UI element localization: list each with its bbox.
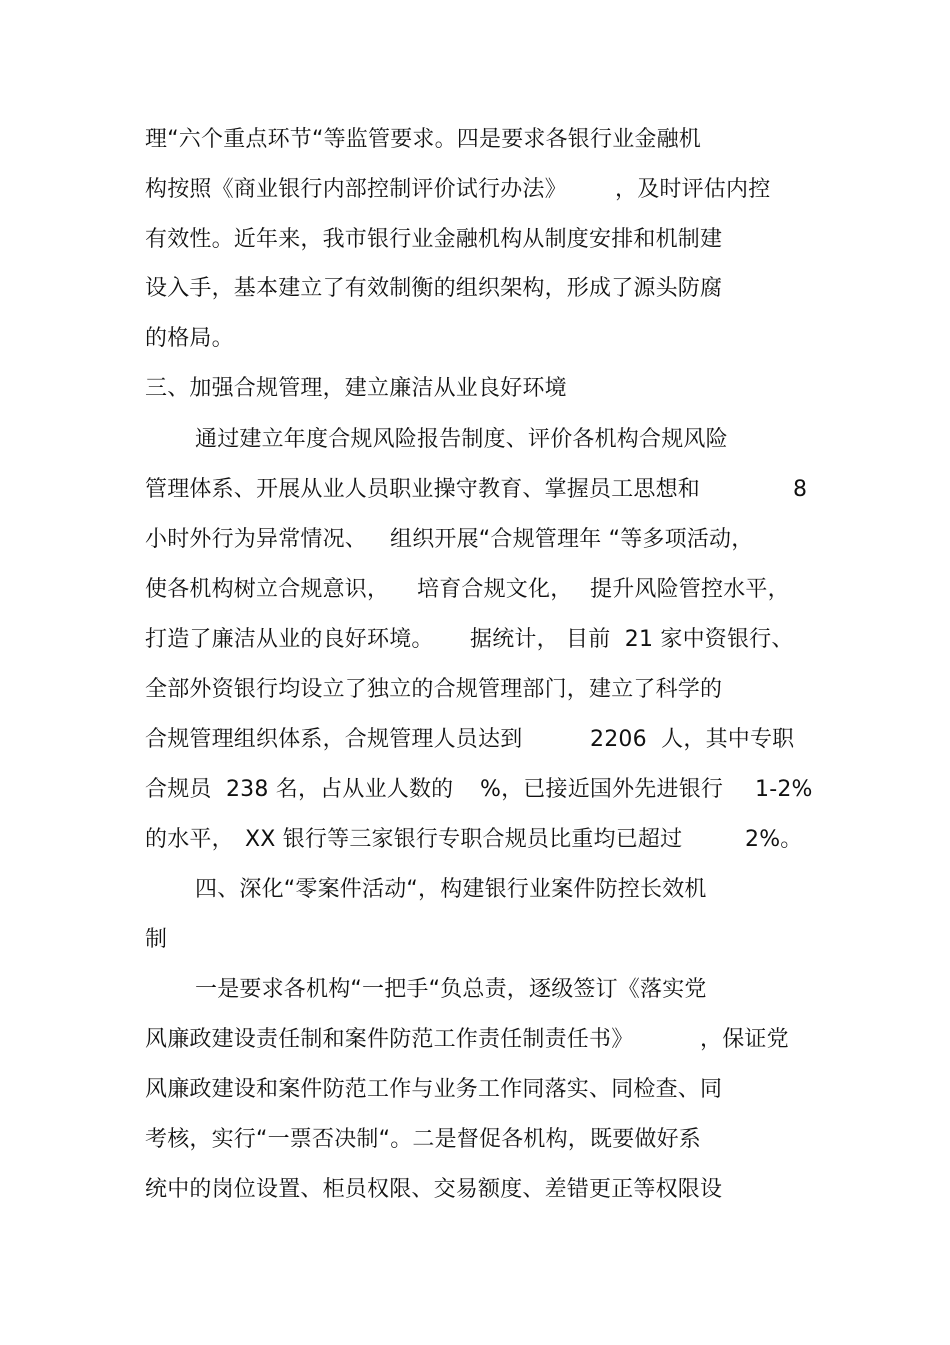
- text-segment: 的格局。: [145, 326, 234, 351]
- text-segment: 打造了廉洁从业的良好环境。: [145, 627, 434, 652]
- text-segment: 使各机构树立合规意识，: [145, 577, 390, 602]
- text-segment: 四、深化“零案件活动“，构建银行业案件防控长效机: [195, 877, 707, 902]
- text-segment: 统中的岗位设置、柜员权限、交易额度、差错更正等权限设: [145, 1177, 723, 1202]
- text-segment: 目前 21 家中资银行、: [566, 627, 794, 652]
- text-segment: ，及时评估内控: [615, 177, 771, 202]
- text-segment: 考核，实行“一票否决制“。二是督促各机构，既要做好系: [145, 1127, 701, 1152]
- text-segment: 2206 人，其中专职: [590, 727, 795, 752]
- text-segment: 培育合规文化，: [417, 577, 573, 602]
- text-segment: XX 银行等三家银行专职合规员比重均已超过: [245, 827, 683, 852]
- text-segment: 理“六个重点环节“等监管要求。四是要求各银行业金融机: [145, 127, 701, 152]
- text-segment: 制: [145, 927, 168, 952]
- text-segment: 设入手，基本建立了有效制衡的组织架构，形成了源头防腐: [145, 276, 723, 301]
- text-segment: 组织开展“合规管理年 “等多项活动，: [390, 527, 754, 552]
- text-segment: 管理体系、开展从业人员职业操守教育、掌握员工思想和: [145, 477, 701, 502]
- text-segment: 构按照《商业银行内部控制评价试行办法》: [145, 177, 567, 202]
- text-segment: 1-2%: [755, 777, 813, 802]
- text-segment: 合规员 238 名，占从业人数的: [145, 777, 454, 802]
- text-segment: 通过建立年度合规风险报告制度、评价各机构合规风险: [195, 427, 728, 452]
- text-segment: 三、加强合规管理，建立廉洁从业良好环境: [145, 376, 567, 401]
- text-segment: 全部外资银行均设立了独立的合规管理部门，建立了科学的: [145, 677, 723, 702]
- text-segment: 小时外行为异常情况、: [145, 527, 368, 552]
- text-segment: 一是要求各机构“一把手“负总责，逐级签订《落实党: [195, 977, 707, 1002]
- text-segment: 8: [793, 477, 808, 502]
- text-segment: 有效性。近年来，我市银行业金融机构从制度安排和机制建: [145, 227, 723, 252]
- text-segment: %，已接近国外先进银行: [480, 777, 724, 802]
- text-segment: 提升风险管控水平，: [590, 577, 790, 602]
- text-segment: 合规管理组织体系，合规管理人员达到: [145, 727, 523, 752]
- text-segment: ，保证党: [700, 1027, 789, 1052]
- text-segment: 的水平，: [145, 827, 234, 852]
- text-segment: 2%。: [745, 827, 803, 852]
- text-segment: 据统计，: [470, 627, 559, 652]
- text-segment: 风廉政建设责任制和案件防范工作责任制责任书》: [145, 1027, 634, 1052]
- text-segment: 风廉政建设和案件防范工作与业务工作同落实、同检查、同: [145, 1077, 723, 1102]
